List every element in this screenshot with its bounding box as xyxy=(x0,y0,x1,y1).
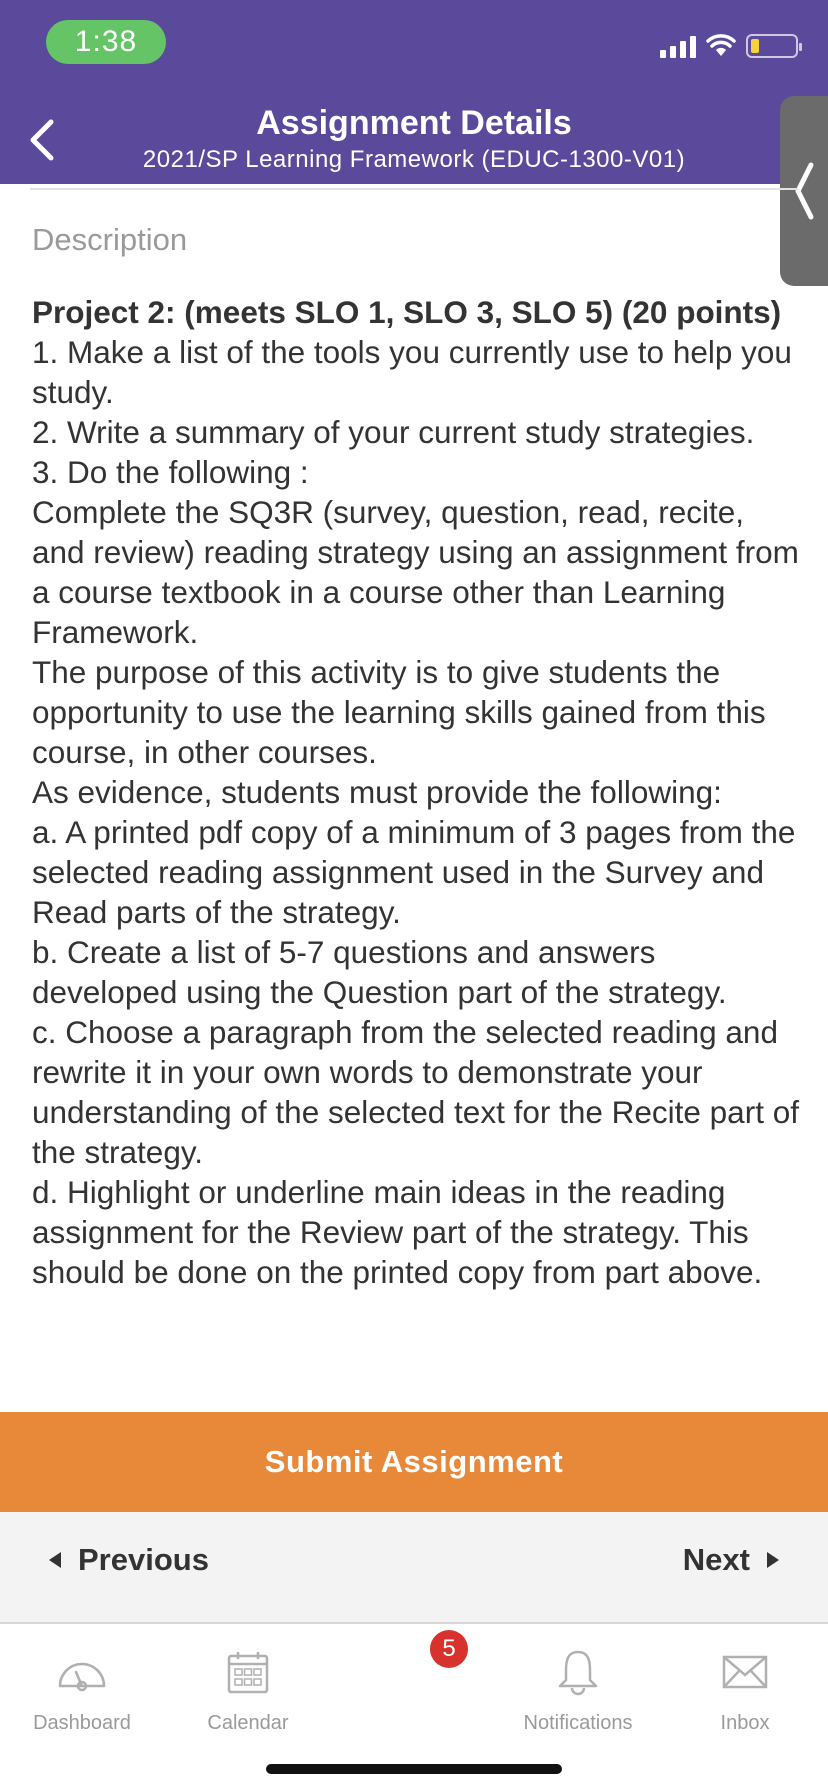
tab-inbox-label: Inbox xyxy=(720,1712,770,1734)
bell-icon xyxy=(556,1648,600,1696)
description-line: Complete the SQ3R (survey, question, read, recite, and review) reading strategy using an assignment from a course textbook in a course other than Learning Framework. xyxy=(32,494,799,650)
side-drawer-handle[interactable] xyxy=(780,96,828,286)
triangle-left-icon xyxy=(48,1551,62,1569)
status-time: 1:38 xyxy=(46,20,166,64)
gauge-icon xyxy=(56,1652,108,1692)
chevron-left-icon xyxy=(793,161,815,221)
header-divider xyxy=(30,188,798,190)
next-label: Next xyxy=(682,1542,750,1577)
tab-calendar[interactable] xyxy=(190,1642,306,1735)
notification-badge: 5 xyxy=(430,1630,468,1668)
battery-icon xyxy=(746,34,798,58)
description-line: a. A printed pdf copy of a minimum of 3 pages from the selected reading assignment used in the Survey and Read parts of the strategy. xyxy=(32,814,796,930)
description-line: c. Choose a paragraph from the selected reading and rewrite it in your own words to demonstrate your understanding of the selected text for the Recite part of the strategy. xyxy=(32,1014,799,1170)
description-line: 2. Write a summary of your current study strategies. xyxy=(32,414,755,450)
triangle-right-icon xyxy=(766,1551,780,1569)
status-icons xyxy=(660,34,798,58)
assignment-heading: Project 2: (meets SLO 1, SLO 3, SLO 5) (20 points) xyxy=(32,294,782,330)
wifi-icon xyxy=(706,34,736,58)
tab-dashboard-label: Dashboard xyxy=(33,1712,131,1734)
prev-next-bar xyxy=(0,1512,828,1624)
app-header xyxy=(0,0,828,184)
next-button[interactable] xyxy=(683,1542,780,1578)
description-label: Description xyxy=(32,222,188,257)
description-line: b. Create a list of 5-7 questions and answers developed using the Question part of the strategy. xyxy=(32,934,727,1010)
page-title: Assignment Details xyxy=(256,104,572,142)
description-line: As evidence, students must provide the following: xyxy=(32,774,722,810)
submit-assignment-button[interactable]: Submit Assignment xyxy=(0,1412,828,1512)
tab-calendar-label: Calendar xyxy=(207,1712,289,1734)
tab-inbox[interactable] xyxy=(700,1642,790,1735)
home-indicator[interactable] xyxy=(266,1764,562,1774)
description-line: 1. Make a list of the tools you currently use to help you study. xyxy=(32,334,792,410)
tab-notifications[interactable] xyxy=(510,1642,646,1735)
course-subtitle: 2021/SP Learning Framework (EDUC-1300-V01) xyxy=(142,146,686,173)
description-line: The purpose of this activity is to give students the opportunity to use the learning skills gained from this course, in other courses. xyxy=(32,654,766,770)
previous-label: Previous xyxy=(78,1542,209,1577)
previous-button[interactable] xyxy=(48,1542,209,1578)
calendar-icon xyxy=(227,1650,269,1694)
tab-dashboard[interactable] xyxy=(26,1642,138,1735)
description-line: 3. Do the following : xyxy=(32,454,309,490)
tab-notifications-label: Notifications xyxy=(523,1712,633,1734)
envelope-icon xyxy=(722,1655,768,1689)
assignment-description xyxy=(32,292,802,1292)
description-line: d. Highlight or underline main ideas in the reading assignment for the Review part of the strategy. This should be done on the printed copy from part above. xyxy=(32,1174,763,1290)
cellular-signal-icon xyxy=(660,34,696,58)
